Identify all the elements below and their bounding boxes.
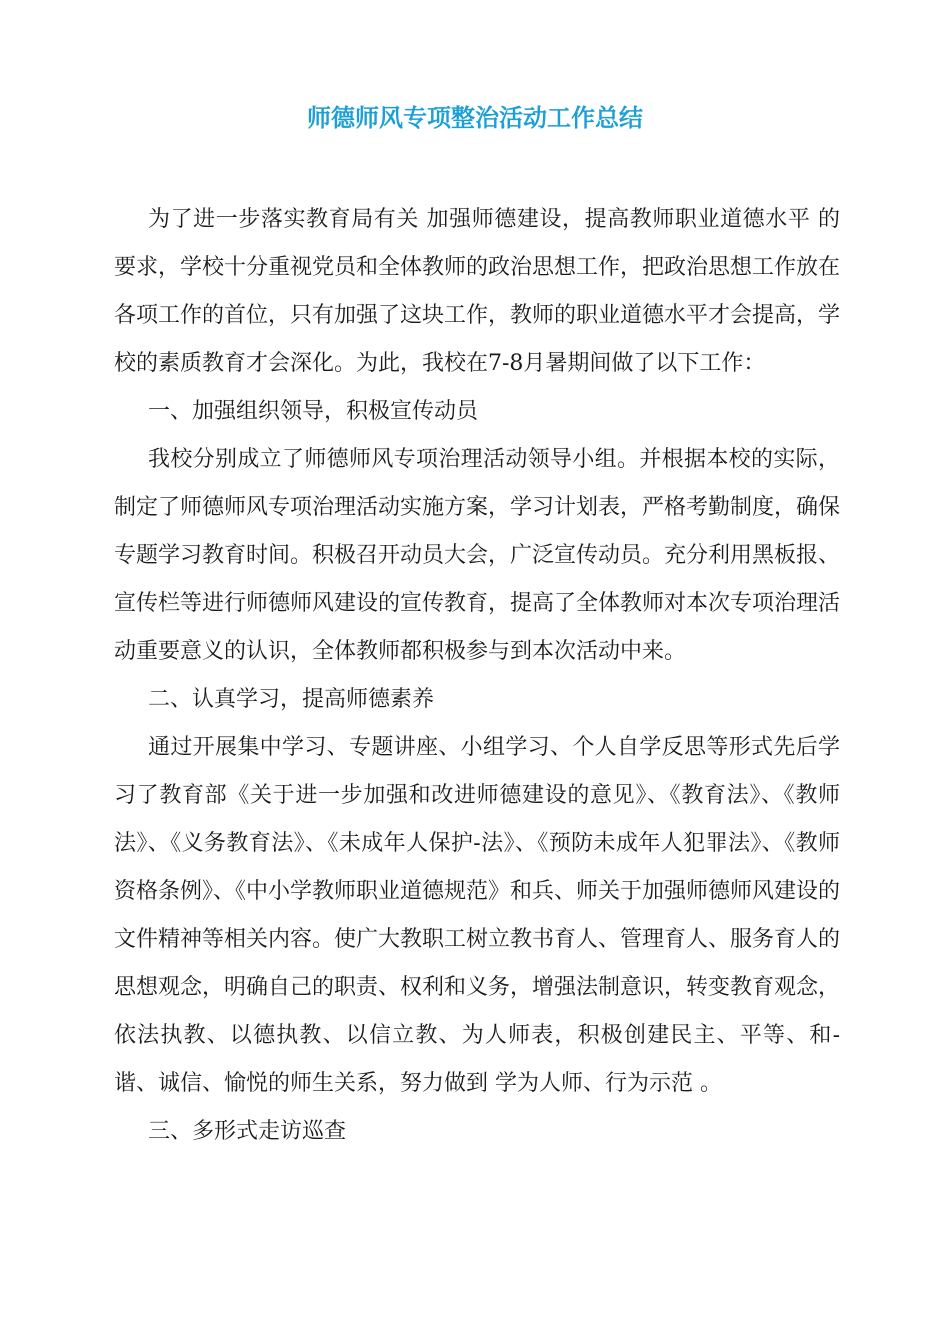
paragraph-section-2: 通过开展集中学习、专题讲座、小组学习、个人自学反思等形式先后学习了教育部《关于进一步加强和改进师德建设的意见》、《教育法》、《教师法》、《义务教育法》、《未成年人保护-法》、《预防未成年人犯罪法》、《教师资格条例》、《中小学教师职业道德规范》和兵、师关于加强师德师风建设的文件精神等相关内容。使广大教职工树立教书育人、管理育人、服务育人的思想观念，明确自己的职责、权利和义务，增强法制意识，转变教育观念，依法执教、以德执教、以信立教、为人师表，积极创建民主、平等、和-谐、诚信、愉悦的师生关系，努力做到 学为人师、行为示范 。 <box>114 735 841 1096</box>
section-heading-1: 一、加强组织领导，积极宣传动员 <box>148 399 479 424</box>
document-title: 师德师风专项整治活动工作总结 <box>307 104 643 132</box>
paragraph-intro: 为了进一步落实教育局有关 加强师德建设，提高教师职业道德水平 的要求，学校十分重视党员和全体教师的政治思想工作，把政治思想工作放在各项工作的首位，只有加强了这块工作，教师的职业道德水平才会提高，学校的素质教育才会深化。为此，我校在7-8月暑期间做了以下工作： <box>114 207 841 376</box>
paragraph-section-1: 我校分别成立了师德师风专项治理活动领导小组。并根据本校的实际，制定了师德师风专项治理活动实施方案，学习计划表，严格考勤制度，确保专题学习教育时间。积极召开动员大会，广泛宣传动员。充分利用黑板报、宣传栏等进行师德师风建设的宣传教育，提高了全体教师对本次专项治理活动重要意义的认识，全体教师都积极参与到本次活动中来。 <box>114 447 841 664</box>
document-body <box>114 196 840 1156</box>
section-heading-3: 三、多形式走访巡查 <box>148 1119 347 1144</box>
section-heading-2: 二、认真学习，提高师德素养 <box>148 687 435 712</box>
